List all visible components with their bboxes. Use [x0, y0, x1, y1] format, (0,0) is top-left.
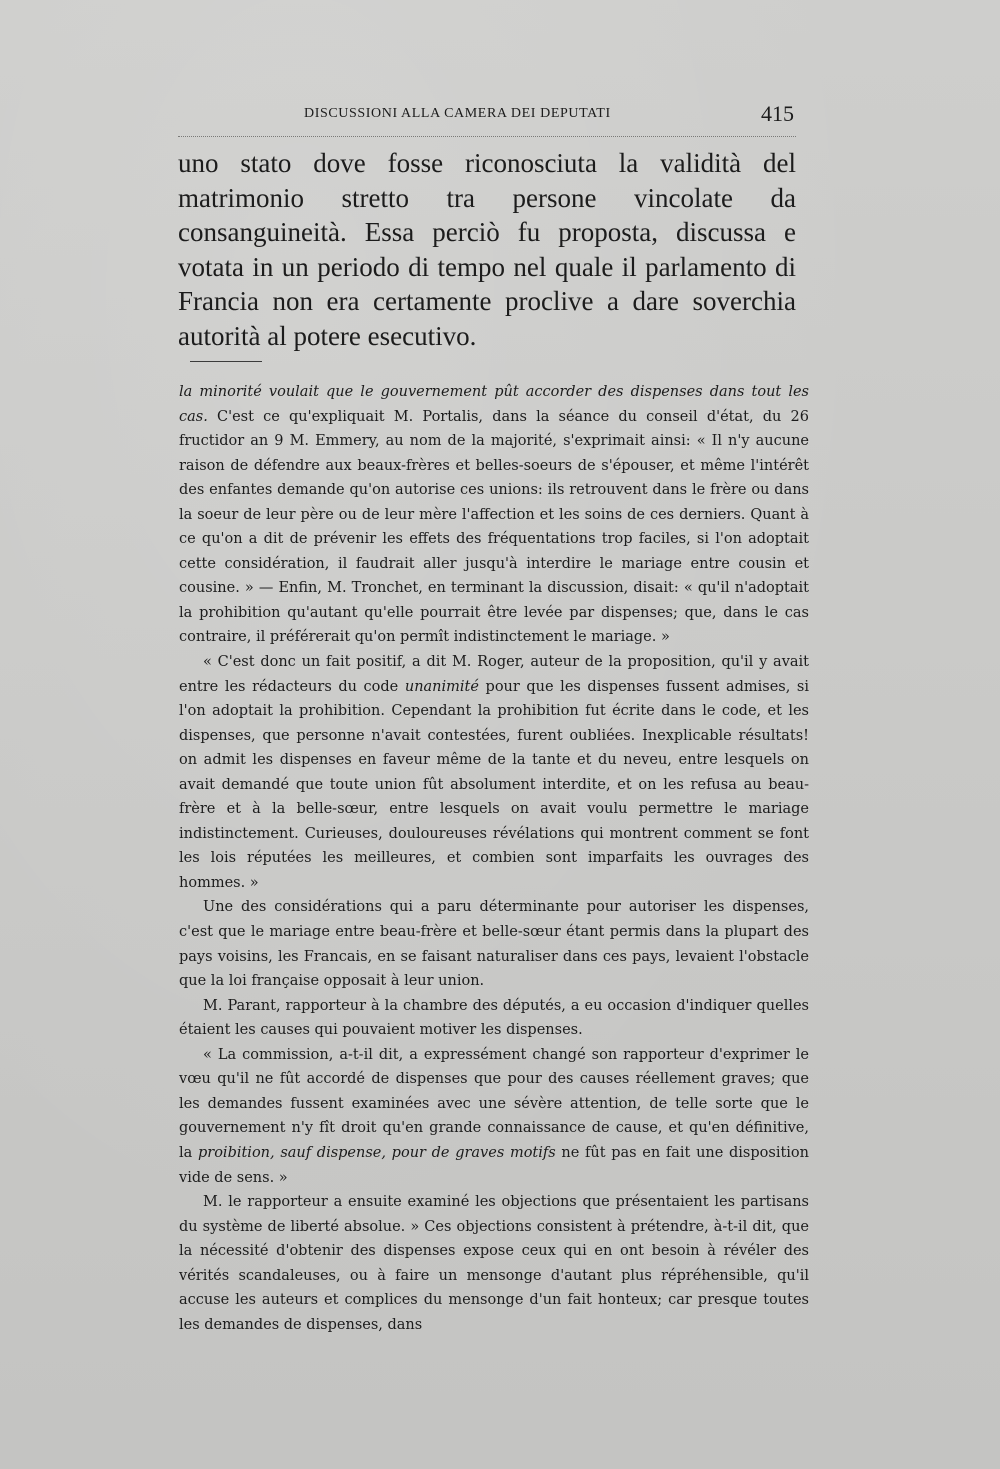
footnote-text: « C'est donc un fait positif, a dit M. Roger, auteur de la proposition, qu'il y avait entre les rédacteurs du code	[179, 654, 809, 695]
footnote-separator	[190, 361, 262, 362]
footnote-paragraph-5	[179, 1043, 809, 1190]
footnote-paragraph-2	[179, 650, 809, 895]
main-text-paragraph: uno stato dove fosse riconosciuta la validità del matrimonio stretto tra persone vincolate da consanguineità. Essa perciò fu proposta, discussa e votata in un periodo di tempo nel quale il parlamento di Francia non era certamente proclive a dare soverchia autorità al potere esecutivo.	[178, 148, 796, 351]
page-number: 415	[761, 101, 794, 126]
footnote-italic-phrase: proibition, sauf dispense, pour de graves motifs	[197, 1144, 556, 1161]
footnote-block	[179, 380, 809, 1337]
footnote-paragraph-6: M. le rapporteur a ensuite examiné les objections que présentaient les partisans du système de liberté absolue. » Ces objections consistent à prétendre, à-t-il dit, que la nécessité d'obtenir des dispenses expose ceux qui en ont besoin à révéler des vérités scandaleuses, ou à faire un mensonge d'autant plus répréhensible, qu'il accuse les auteurs et complices du mensonge d'un fait honteux; car presque toutes les demandes de dispenses, dans	[179, 1194, 809, 1333]
footnote-text: ne fût pas en fait une disposition vide de sens. »	[179, 1144, 809, 1186]
footnote-text: C'est ce qu'expliquait M. Portalis, dans la séance du conseil d'état, du 26 fructidor an 9 M. Emmery, au nom de la majorité, s'exprimait ainsi: « Il n'y aucune raison de défendre aux beaux-frères et belles-soeurs de s'épouser, et même l'intérêt des enfantes demande qu'on autorise ces unions: ils retrouvent dans le frère ou dans la soeur de leur père ou de leur mère l'affection et les soins de ces derniers. Quant à ce qu'on a dit de prévenir les effets des fréquentations trop faciles, si l'on adoptait cette considération, il faudrait aller jusqu'à interdire le mariage entre cousin et cousine. » — Enfin, M. Tronchet, en terminant la discussion, disait: « qu'il n'adoptait la prohibition qu'autant qu'elle pourrait être levée par dispenses; que, dans le cas contraire, il préférerait qu'on permît indistinctement le mariage. »	[179, 408, 809, 646]
footnote-italic-quote: la minorité voulait que le gouvernement pût accorder des dispenses dans tout les cas.	[179, 384, 809, 425]
running-head: DISCUSSIONI ALLA CAMERA DEI DEPUTATI	[304, 106, 611, 121]
footnote-text: pour que les dispenses fussent admises, si l'on adoptait la prohibition. Cependant la prohibition fut écrite dans le code, et les dispenses, que personne n'avait contestées, furent oubliées. Inexplicable résultats! on admit les dispenses en faveur même de la tante et du neveu, entre lesquels on avait demandé que toute union fût absolument interdite, et on les refusa au beau-frère et à la belle-sœur, entre lesquels on avait voulu permettre le mariage indistinctement. Curieuses, douloureuses révélations qui montrent comment se font les lois réputées les meilleures, et combien sont imparfaits les ouvrages des hommes. »	[179, 678, 810, 891]
page-header	[178, 96, 796, 137]
footnote-paragraph-1	[179, 380, 809, 650]
footnote-italic-word: unanimité	[404, 678, 479, 695]
footnote-paragraph-4: M. Parant, rapporteur à la chambre des députés, a eu occasion d'indiquer quelles étaient les causes qui pouvaient motiver les dispenses.	[179, 997, 809, 1039]
footnote-text: « La commission, a-t-il dit, a expressément changé son rapporteur d'exprimer le vœu qu'il ne fût accordé de dispenses que pour des causes réellement graves; que les demandes fussent examinées avec une sévère attention, de telle sorte que le gouvernement n'y fît droit qu'en grande connaissance de cause, et qu'en définitive, la	[179, 1046, 809, 1161]
footnote-paragraph-3: Une des considérations qui a paru déterminante pour autoriser les dispenses, c'est que le mariage entre beau-frère et belle-sœur étant permis dans la plupart des pays voisins, les Francais, en se faisant naturaliser dans ces pays, levaient l'obstacle que la loi française opposait à leur union.	[179, 899, 809, 990]
